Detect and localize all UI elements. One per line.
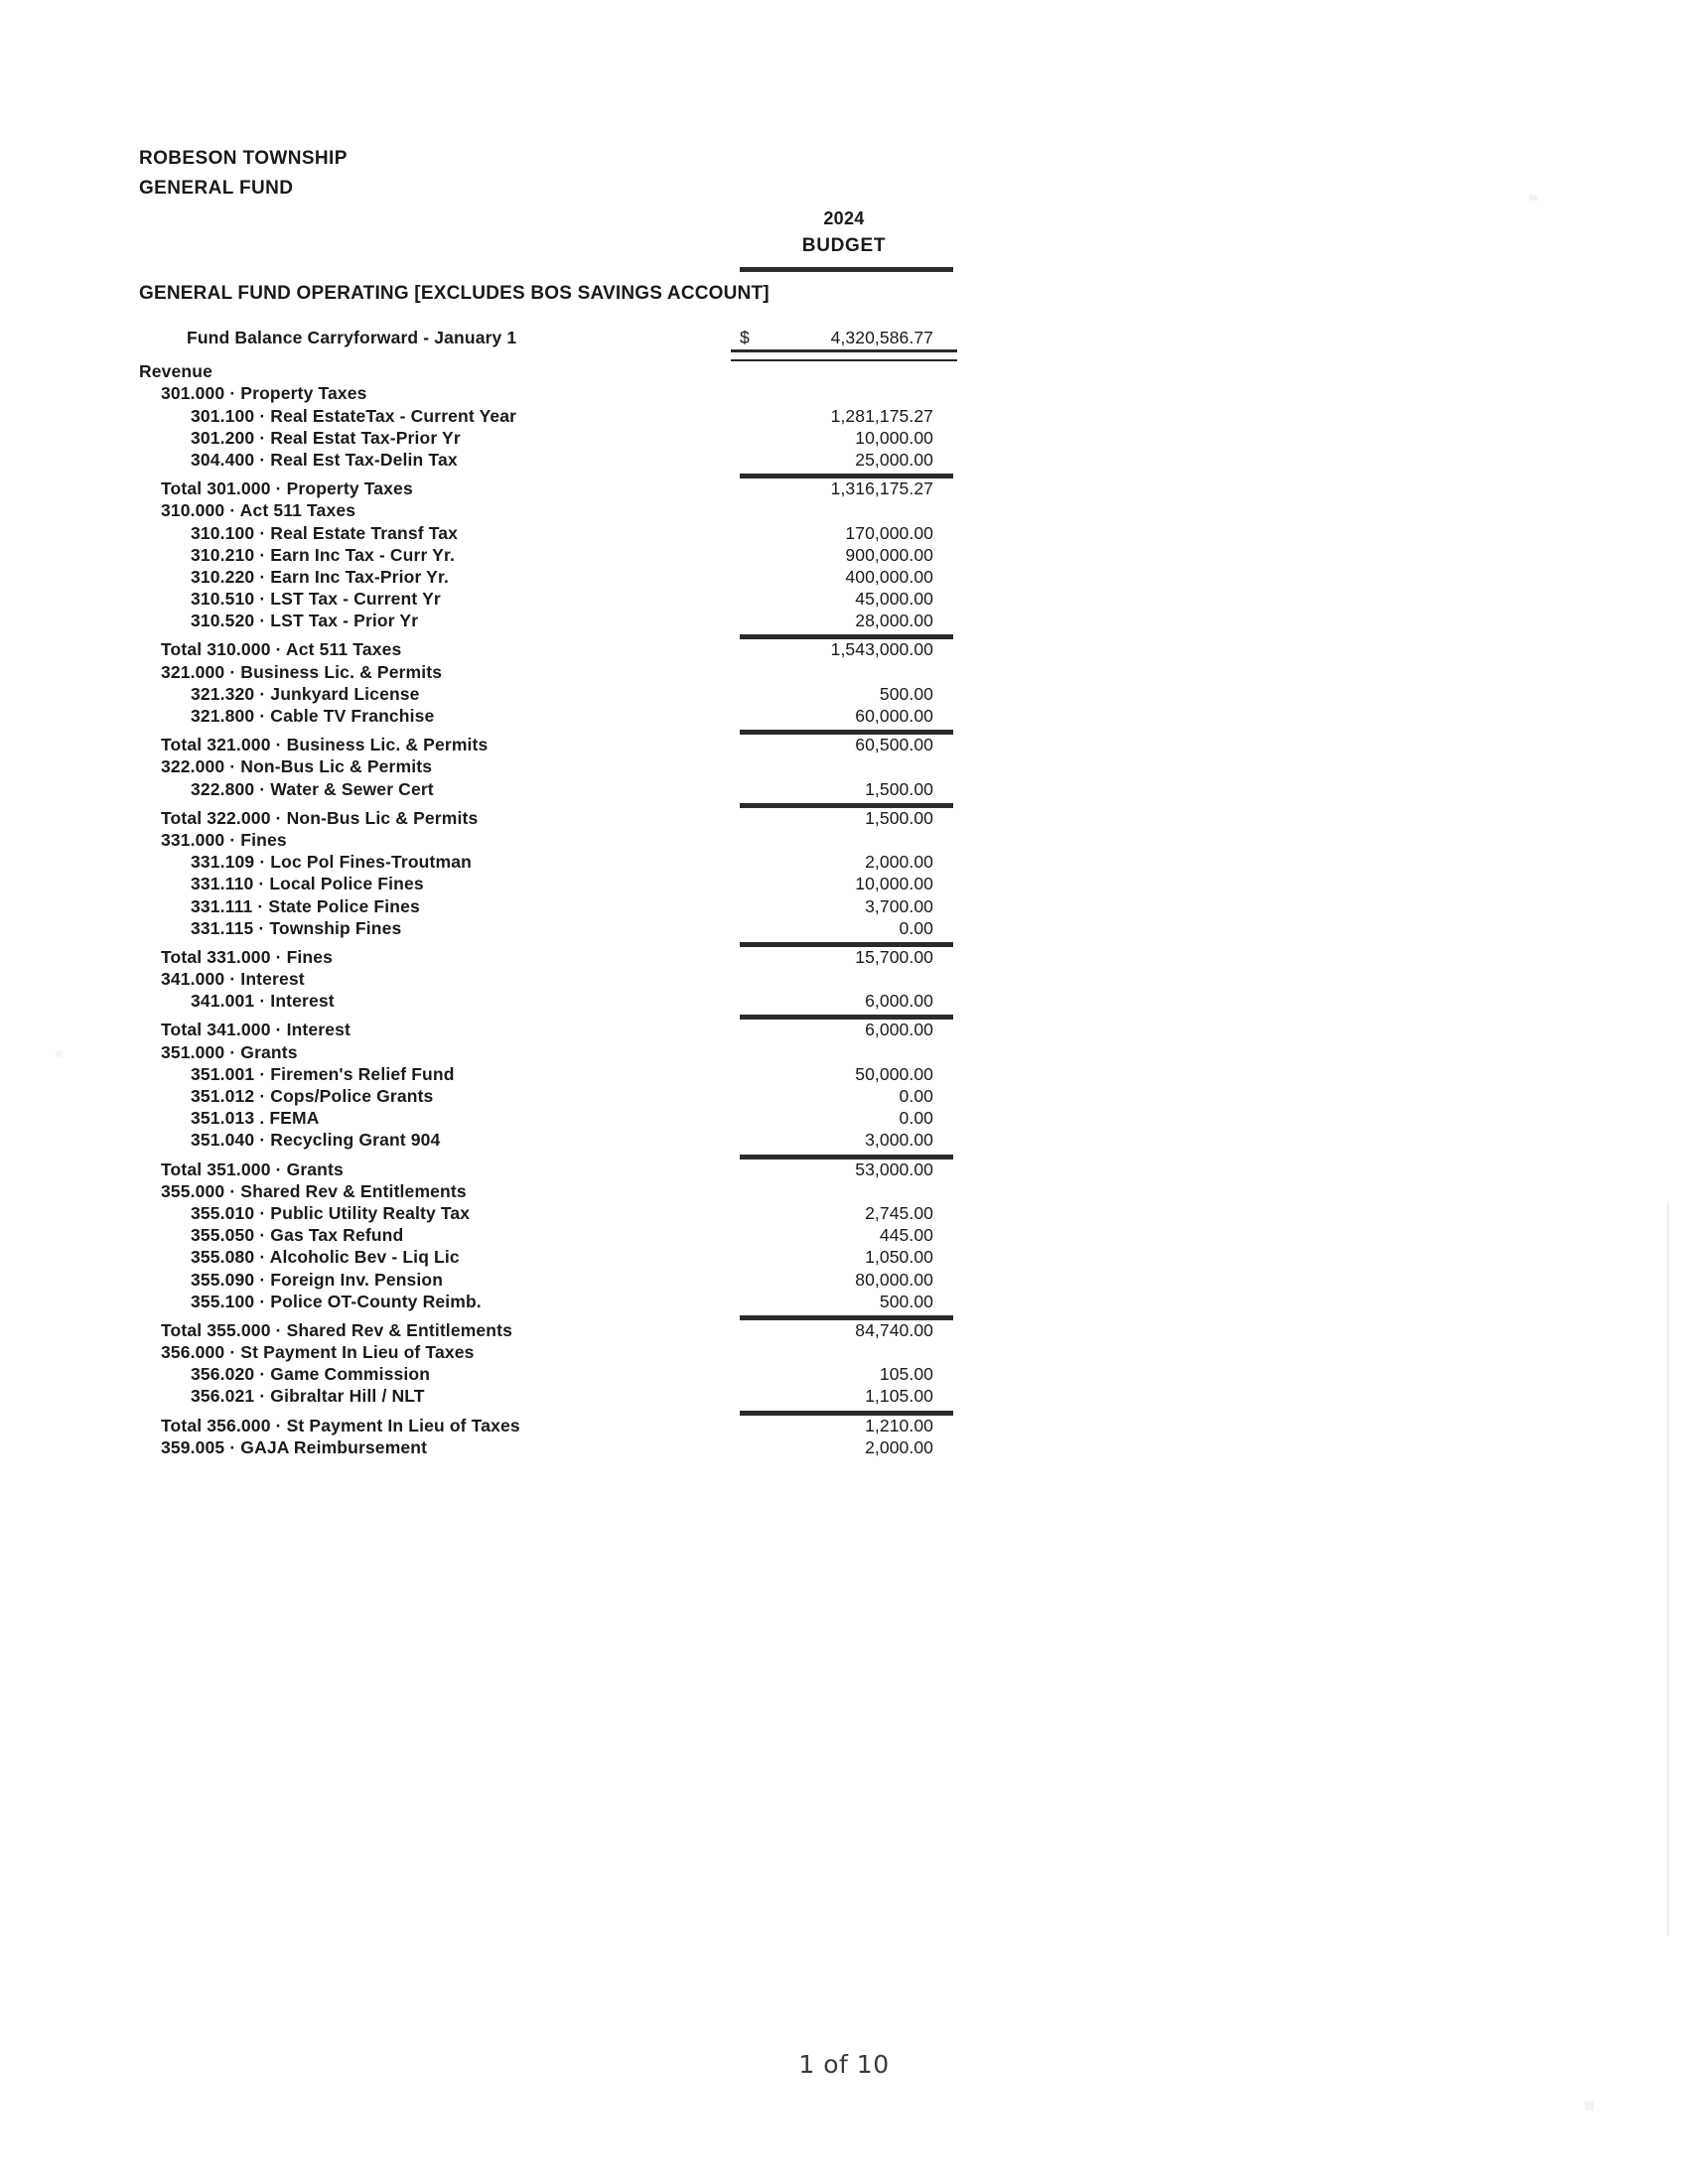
- line-item-amount: 4,320,586.77: [830, 328, 933, 347]
- line-item-label: 310.510 · LST Tax - Current Yr: [191, 589, 441, 610]
- line-item-label: 355.080 · Alcoholic Bev - Liq Lic: [191, 1247, 460, 1268]
- line-item-amount: 0.00: [899, 1086, 933, 1106]
- line-item-amount: 28,000.00: [855, 611, 933, 631]
- line-item-amount: 105.00: [879, 1364, 933, 1385]
- table-row: [139, 1042, 953, 1064]
- line-item-label: 301.100 · Real EstateTax - Current Year: [191, 405, 517, 426]
- table-row: [139, 1225, 953, 1247]
- line-item-label: 341.000 · Interest: [161, 969, 305, 990]
- line-item-amount: 170,000.00: [845, 522, 933, 543]
- column-header-type: BUDGET: [801, 235, 887, 256]
- table-row: [139, 406, 953, 428]
- line-item-amount: 60,000.00: [855, 706, 933, 726]
- line-item-label: 301.200 · Real Estat Tax-Prior Yr: [191, 427, 461, 448]
- line-item-label: 351.001 · Firemen's Relief Fund: [191, 1063, 455, 1084]
- table-row: [139, 383, 953, 405]
- table-row: [139, 428, 953, 450]
- line-item-amount: 6,000.00: [865, 991, 933, 1012]
- line-item-label: 331.110 · Local Police Fines: [191, 874, 424, 894]
- line-item-amount: 1,105.00: [865, 1386, 933, 1407]
- line-item-amount: 1,316,175.27: [830, 478, 933, 499]
- line-item-list: [139, 328, 953, 1459]
- line-item-amount: 45,000.00: [855, 589, 933, 610]
- line-item-amount: 400,000.00: [845, 566, 933, 587]
- line-item-label: 310.220 · Earn Inc Tax-Prior Yr.: [191, 566, 449, 587]
- line-item-amount: 1,050.00: [865, 1247, 933, 1268]
- table-row: [139, 328, 953, 349]
- scanner-artifact-line: [1667, 1201, 1669, 1936]
- table-row-total: [139, 1416, 953, 1437]
- line-item-amount: 0.00: [899, 1108, 933, 1129]
- line-item-amount: 1,281,175.27: [830, 405, 933, 426]
- table-row: [139, 896, 953, 918]
- fund-name: GENERAL FUND: [139, 178, 294, 199]
- scanner-artifact-speck: [1529, 195, 1538, 201]
- table-row-total: [139, 478, 953, 500]
- column-header-year: 2024: [823, 208, 865, 228]
- table-row: [139, 1130, 953, 1152]
- line-item-amount: 2,745.00: [865, 1202, 933, 1223]
- table-row: [139, 545, 953, 567]
- table-row-total: [139, 1020, 953, 1041]
- table-row: [139, 918, 953, 940]
- line-item-label: Total 310.000 · Act 511 Taxes: [161, 639, 402, 660]
- scanner-artifact-speck: [1585, 2102, 1594, 2111]
- line-item-amount: 80,000.00: [855, 1269, 933, 1290]
- line-item-label: Total 356.000 · St Payment In Lieu of Taxes: [161, 1415, 520, 1435]
- line-item-label: 331.000 · Fines: [161, 829, 287, 850]
- line-item-label: 322.000 · Non-Bus Lic & Permits: [161, 756, 433, 777]
- line-item-amount: 60,500.00: [855, 735, 933, 755]
- table-row: [139, 1364, 953, 1386]
- statement-sheet: [139, 144, 953, 1457]
- line-item-label: 310.520 · LST Tax - Prior Yr: [191, 611, 419, 631]
- line-item-label: Total 331.000 · Fines: [161, 946, 334, 967]
- line-item-label: 356.000 · St Payment In Lieu of Taxes: [161, 1342, 475, 1363]
- line-item-label: 341.001 · Interest: [191, 991, 335, 1012]
- table-row: [139, 523, 953, 545]
- table-row: [139, 589, 953, 611]
- scanner-artifact-speck: [56, 1050, 63, 1057]
- line-item-label: 351.040 · Recycling Grant 904: [191, 1130, 441, 1151]
- line-item-label: 355.100 · Police OT-County Reimb.: [191, 1291, 482, 1311]
- line-item-label: 355.090 · Foreign Inv. Pension: [191, 1269, 444, 1290]
- line-item-amount: 1,500.00: [865, 778, 933, 799]
- line-item-label: 359.005 · GAJA Reimbursement: [161, 1436, 428, 1457]
- line-item-amount: 0.00: [899, 917, 933, 938]
- table-row-total: [139, 639, 953, 661]
- line-item-amount: 500.00: [879, 1291, 933, 1311]
- line-item-amount: 2,000.00: [865, 1436, 933, 1457]
- line-item-label: 351.000 · Grants: [161, 1041, 298, 1062]
- line-item-amount: 1,543,000.00: [830, 639, 933, 660]
- line-item-label: 321.000 · Business Lic. & Permits: [161, 661, 443, 682]
- table-row: [139, 361, 953, 383]
- line-item-label: 331.111 · State Police Fines: [191, 895, 420, 916]
- table-row: [139, 662, 953, 684]
- line-item-label: 322.800 · Water & Sewer Cert: [191, 778, 434, 799]
- line-item-amount: 3,700.00: [865, 895, 933, 916]
- line-item-label: 301.000 · Property Taxes: [161, 383, 367, 404]
- table-row: [139, 1270, 953, 1292]
- line-item-label: Total 341.000 · Interest: [161, 1020, 351, 1040]
- line-item-label: Total 322.000 · Non-Bus Lic & Permits: [161, 807, 479, 828]
- table-row: [139, 1247, 953, 1269]
- page-number: 1 of 10: [798, 2050, 890, 2079]
- table-row: [139, 852, 953, 874]
- table-row: [139, 756, 953, 778]
- line-item-amount: 53,000.00: [855, 1159, 933, 1179]
- line-item-label: 310.210 · Earn Inc Tax - Curr Yr.: [191, 544, 455, 565]
- line-item-label: Total 301.000 · Property Taxes: [161, 478, 413, 499]
- table-row: [139, 567, 953, 589]
- table-row: [139, 1203, 953, 1225]
- table-row-total: [139, 735, 953, 756]
- table-row-total: [139, 1160, 953, 1181]
- table-row: [139, 1342, 953, 1364]
- line-item-label: 356.021 · Gibraltar Hill / NLT: [191, 1386, 425, 1407]
- line-item-amount: 10,000.00: [855, 427, 933, 448]
- table-row: [139, 991, 953, 1013]
- line-item-label: 331.115 · Township Fines: [191, 917, 402, 938]
- line-item-label: 351.012 · Cops/Police Grants: [191, 1086, 434, 1106]
- line-item-amount: 15,700.00: [855, 946, 933, 967]
- table-row: [139, 969, 953, 991]
- line-item-amount: 445.00: [879, 1225, 933, 1246]
- table-row: [139, 611, 953, 632]
- line-item-label: Revenue: [139, 361, 212, 382]
- table-row: [139, 1086, 953, 1108]
- line-item-amount: 3,000.00: [865, 1130, 933, 1151]
- line-item-label: 355.050 · Gas Tax Refund: [191, 1225, 404, 1246]
- table-row: [139, 779, 953, 801]
- table-row: [139, 1386, 953, 1408]
- line-item-label: 321.800 · Cable TV Franchise: [191, 706, 435, 726]
- line-item-label: 351.013 . FEMA: [191, 1108, 320, 1129]
- table-row: [139, 874, 953, 895]
- table-row-total: [139, 1320, 953, 1342]
- table-row: [139, 450, 953, 472]
- table-row: [139, 500, 953, 522]
- line-item-amount: 10,000.00: [855, 874, 933, 894]
- organization-name: ROBESON TOWNSHIP: [139, 148, 348, 169]
- line-item-amount: 500.00: [879, 683, 933, 704]
- line-item-label: 304.400 · Real Est Tax-Delin Tax: [191, 449, 458, 470]
- table-row: [139, 684, 953, 706]
- table-row: [139, 1437, 953, 1459]
- currency-symbol: $: [740, 328, 750, 347]
- table-row: [139, 1292, 953, 1313]
- line-item-label: Fund Balance Carryforward - January 1: [187, 328, 517, 347]
- line-item-label: 355.010 · Public Utility Realty Tax: [191, 1202, 471, 1223]
- table-row: [139, 706, 953, 728]
- line-item-label: 331.109 · Loc Pol Fines-Troutman: [191, 852, 472, 873]
- column-header: [735, 205, 953, 260]
- line-item-amount: 900,000.00: [845, 544, 933, 565]
- line-item-label: 310.000 · Act 511 Taxes: [161, 500, 356, 521]
- line-item-amount: 2,000.00: [865, 852, 933, 873]
- table-row: [139, 830, 953, 852]
- table-row: [139, 1064, 953, 1086]
- line-item-label: 310.100 · Real Estate Transf Tax: [191, 522, 459, 543]
- line-item-amount: 1,210.00: [865, 1415, 933, 1435]
- table-row: [139, 1108, 953, 1130]
- line-item-amount: 1,500.00: [865, 807, 933, 828]
- line-item-label: Total 321.000 · Business Lic. & Permits: [161, 735, 489, 755]
- line-item-label: 355.000 · Shared Rev & Entitlements: [161, 1180, 467, 1201]
- line-item-amount: 25,000.00: [855, 449, 933, 470]
- table-row-total: [139, 947, 953, 969]
- table-row: [139, 1181, 953, 1203]
- table-row-total: [139, 808, 953, 830]
- line-item-amount: 50,000.00: [855, 1063, 933, 1084]
- line-item-amount: 6,000.00: [865, 1020, 933, 1040]
- line-item-label: Total 351.000 · Grants: [161, 1159, 344, 1179]
- line-item-amount: 84,740.00: [855, 1319, 933, 1340]
- line-item-label: Total 355.000 · Shared Rev & Entitlements: [161, 1319, 512, 1340]
- line-item-label: 321.320 · Junkyard License: [191, 683, 420, 704]
- column-header-rule: [740, 267, 953, 272]
- section-title: GENERAL FUND OPERATING [EXCLUDES BOS SAVINGS ACCOUNT]: [139, 283, 770, 304]
- line-item-label: 356.020 · Game Commission: [191, 1364, 431, 1385]
